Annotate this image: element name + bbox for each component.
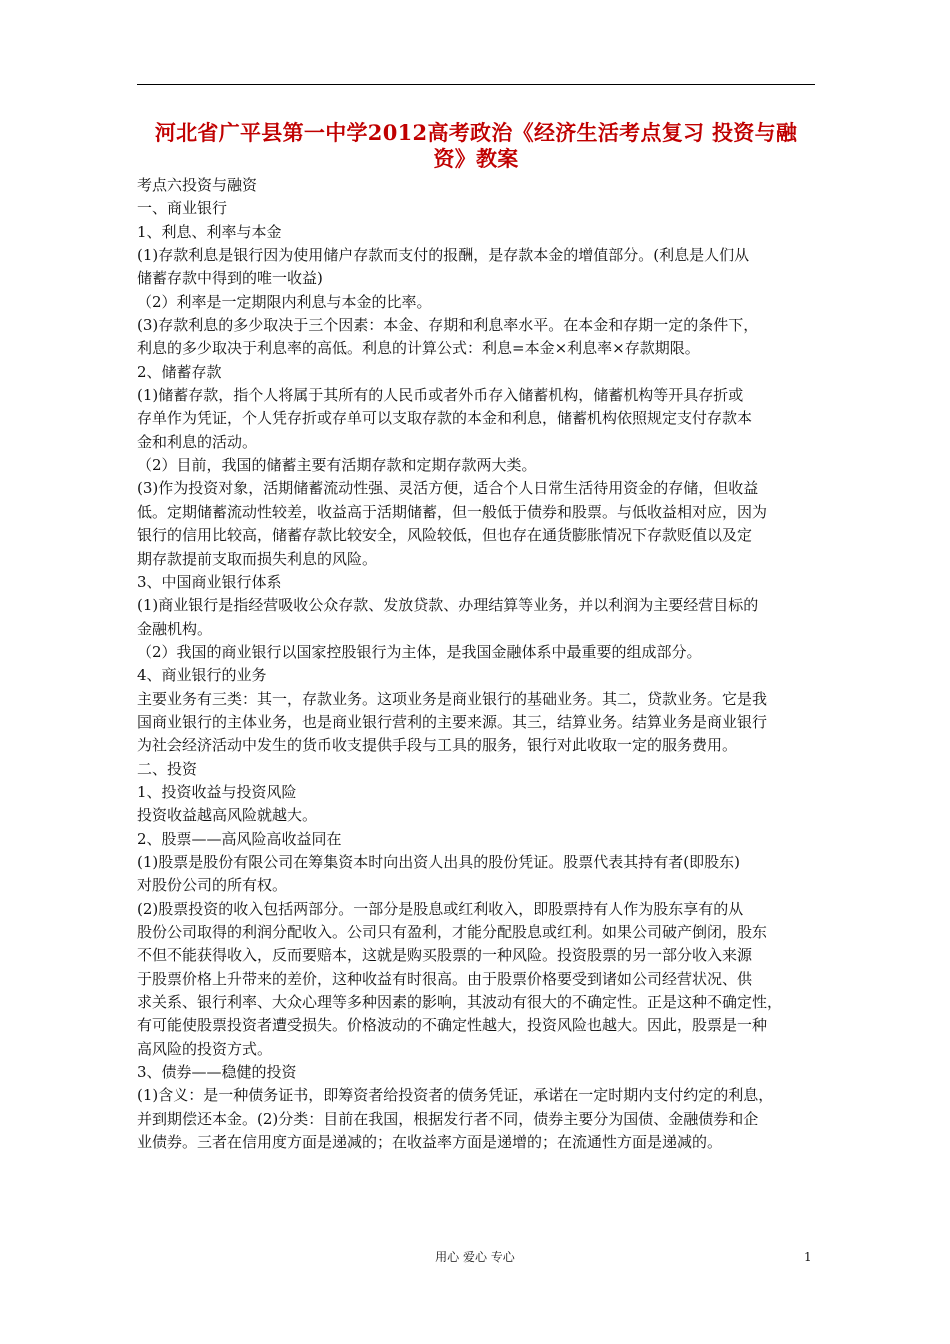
text-line: 期存款提前支取而损失利息的风险。 xyxy=(137,549,378,568)
text-line: 于股票价格上升带来的差价，这种收益有时很高。由于股票价格要受到诸如公司经营状况、供 xyxy=(137,969,753,988)
text-line: 金融机构。 xyxy=(137,619,213,638)
text-line: (1)储蓄存款，指个人将属于其所有的人民币或者外币存入储蓄机构，储蓄机构等开具存折或 xyxy=(137,386,744,405)
text-line: 主要业务有三类：其一，存款业务。这项业务是商业银行的基础业务。其二，贷款业务。它是我 xyxy=(137,689,768,708)
text-line: 存单作为凭证，个人凭存折或存单可以支取存款的本金和利息，储蓄机构依照规定支付存款本 xyxy=(137,409,753,428)
text-line: 利息的多少取决于利息率的高低。利息的计算公式：利息=本金×利息率×存款期限。 xyxy=(137,339,700,358)
text-line: 国商业银行的主体业务，也是商业银行营利的主要来源。其三，结算业务。结算业务是商业银行 xyxy=(137,712,768,731)
text-line: 业债券。三者在信用度方面是递减的；在收益率方面是递增的；在流通性方面是递减的。 xyxy=(137,1133,723,1152)
header-rule xyxy=(137,84,815,85)
text-line: (3)作为投资对象，活期储蓄流动性强、灵活方便，适合个人日常生活待用资金的存储，但收益 xyxy=(137,479,759,498)
text-line: (1)股票是股份有限公司在筹集资本时向出资人出具的股份凭证。股票代表其持有者(即股东) xyxy=(137,852,740,871)
text-line: 高风险的投资方式。 xyxy=(137,1039,273,1058)
text-line: 3、债券——稳健的投资 xyxy=(137,1063,297,1082)
title-line-2: 资》教案 xyxy=(433,146,519,171)
text-line: 3、中国商业银行体系 xyxy=(137,572,282,591)
text-line: 有可能使股票投资者遭受损失。价格波动的不确定性越大，投资风险也越大。因此，股票是一种 xyxy=(137,1016,768,1035)
text-line: (2)股票投资的收入包括两部分。一部分是股息或红利收入，即股票持有人作为股东享有的从 xyxy=(137,899,744,918)
text-line: (1)存款利息是银行因为使用储户存款而支付的报酬，是存款本金的增值部分。(利息是人们从 xyxy=(137,246,750,265)
text-line: 不但不能获得收入，反而要赔本，这就是购买股票的一种风险。投资股票的另一部分收入来源 xyxy=(137,946,753,965)
text-line: 投资收益越高风险就越大。 xyxy=(137,806,318,825)
text-line: 考点六投资与融资 xyxy=(137,176,258,194)
text-line: 二、投资 xyxy=(137,759,198,778)
text-line: （2）目前，我国的储蓄主要有活期存款和定期存款两大类。 xyxy=(137,456,537,475)
text-line: 对股份公司的所有权。 xyxy=(137,876,288,895)
text-line: 股份公司取得的利润分配收入。公司只有盈利，才能分配股息或红利。如果公司破产倒闭，股东 xyxy=(137,923,768,941)
text-line: 金和利息的活动。 xyxy=(137,432,258,451)
text-line: 4、商业银行的业务 xyxy=(137,666,267,685)
text-line: (3)存款利息的多少取决于三个因素：本金、存期和利息率水平。在本金和存期一定的条件下， xyxy=(137,316,759,335)
text-line: (1)含义：是一种债务证书，即筹资者给投资者的债务凭证，承诺在一定时期内支付约定的利息， xyxy=(137,1086,774,1105)
document-title xyxy=(137,120,815,172)
text-line: 一、商业银行 xyxy=(137,199,228,218)
title-line-1: 河北省广平县第一中学2012高考政治《经济生活考点复习 投资与融 xyxy=(154,120,798,145)
page-number: 1 xyxy=(804,1250,812,1264)
text-line: 2、储蓄存款 xyxy=(137,362,222,381)
text-line: 储蓄存款中得到的唯一收益) xyxy=(137,269,323,288)
text-line: 1、投资收益与投资风险 xyxy=(137,782,297,801)
text-line: 2、股票——高风险高收益同在 xyxy=(137,829,342,848)
text-line: 银行的信用比较高，储蓄存款比较安全，风险较低，但也存在通货膨胀情况下存款贬值以及定 xyxy=(137,526,753,545)
footer-slogan: 用心 爱心 专心 xyxy=(435,1250,515,1264)
text-line: 求关系、银行利率、大众心理等多种因素的影响，其波动有很大的不确定性。正是这种不确定性， xyxy=(137,993,783,1012)
text-line: (1)商业银行是指经营吸收公众存款、发放贷款、办理结算等业务，并以利润为主要经营目标的 xyxy=(137,596,759,615)
document-body xyxy=(137,174,817,1154)
text-line: 为社会经济活动中发生的货币收支提供手段与工具的服务，银行对此收取一定的服务费用。 xyxy=(137,736,738,755)
text-line: 1、利息、利率与本金 xyxy=(137,222,282,241)
text-line: 低。定期储蓄流动性较差，收益高于活期储蓄，但一般低于债券和股票。与低收益相对应，因为 xyxy=(137,502,768,521)
text-line: 并到期偿还本金。(2)分类：目前在我国，根据发行者不同，债券主要分为国债、金融债券和企 xyxy=(137,1109,759,1128)
text-line: （2）我国的商业银行以国家控股银行为主体，是我国金融体系中最重要的组成部分。 xyxy=(137,642,702,661)
text-line: （2）利率是一定期限内利息与本金的比率。 xyxy=(137,292,432,311)
